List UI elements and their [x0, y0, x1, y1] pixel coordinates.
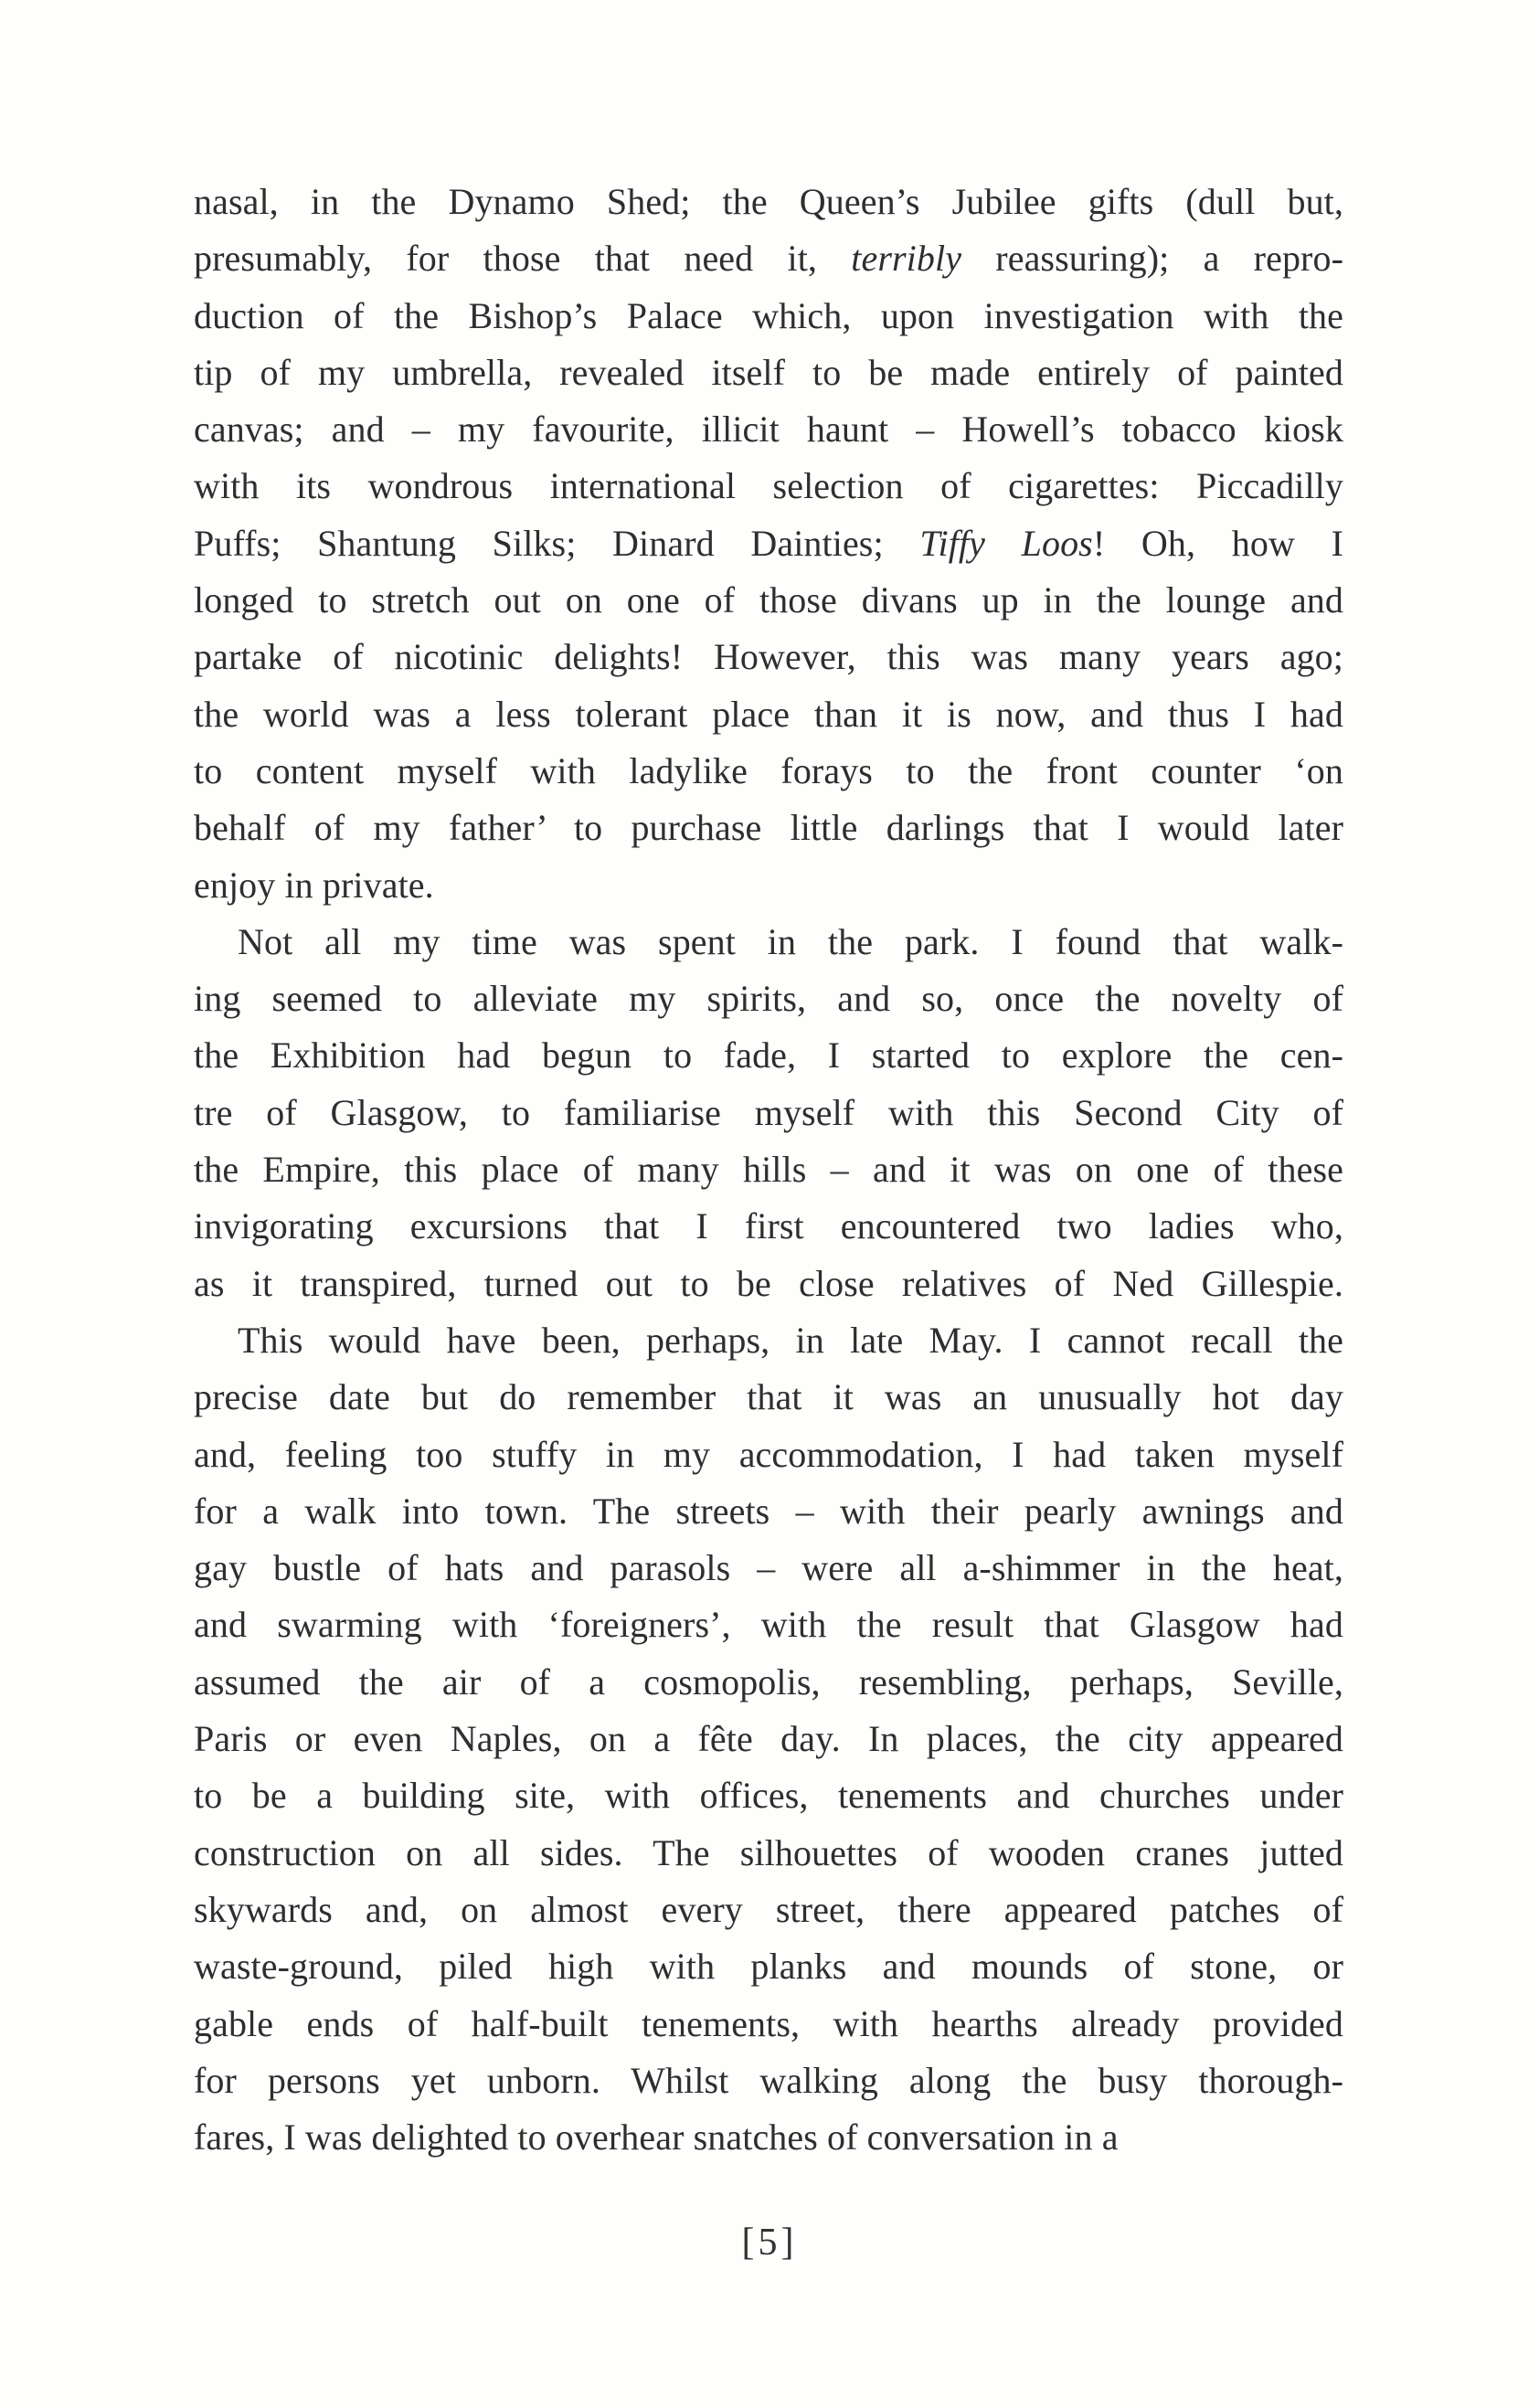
text-line: ing seemed to alleviate my spirits, and so, once the novelty of [194, 978, 1343, 1020]
text-line: behalf of my father’ to purchase little darlings that I would later [194, 807, 1343, 849]
text-line: fares, I was delighted to overhear snatches of conversation in a [194, 2116, 1119, 2159]
text-line: presumably, for those that need it, terribly reassuring); a repro- [194, 238, 1343, 280]
text-line: longed to stretch out on one of those divans up in the lounge and [194, 579, 1343, 621]
text-line: to content myself with ladylike forays to the front counter ‘on [194, 749, 1343, 791]
page-number: [5] [741, 2222, 798, 2264]
text-line: and swarming with ‘foreigners’, with the result that Glasgow had [194, 1604, 1343, 1646]
body-text [194, 174, 1343, 2166]
text-line: the Empire, this place of many hills – and it was on one of these [194, 1149, 1343, 1191]
text-line: tip of my umbrella, revealed itself to be made entirely of painted [194, 351, 1343, 393]
text-line: for persons yet unborn. Whilst walking along the busy thorough- [194, 2059, 1343, 2101]
text-line: partake of nicotinic delights! However, this was many years ago; [194, 636, 1343, 678]
text-line: waste-ground, piled high with planks and mounds of stone, or [194, 1946, 1343, 1988]
text-line: skywards and, on almost every street, there appeared patches of [194, 1888, 1343, 1930]
text-line: invigorating excursions that I first encountered two ladies who, [194, 1205, 1343, 1247]
text-line: and, feeling too stuffy in my accommodation, I had taken myself [194, 1433, 1343, 1475]
text-line: precise date but do remember that it was an unusually hot day [194, 1376, 1343, 1418]
text-line: the world was a less tolerant place than it is now, and thus I had [194, 693, 1343, 735]
text-line: gable ends of half-built tenements, with hearths already provided [194, 2002, 1343, 2044]
text-line: to be a building site, with offices, tenements and churches under [194, 1775, 1343, 1817]
text-line: gay bustle of hats and parasols – were all a-shimmer in the heat, [194, 1547, 1343, 1589]
text-line: enjoy in private. [194, 864, 434, 906]
text-line: nasal, in the Dynamo Shed; the Queen’s Jubilee gifts (dull but, [194, 181, 1343, 222]
text-line: for a walk into town. The streets – with their pearly awnings and [194, 1490, 1343, 1532]
text-line: the Exhibition had begun to fade, I started to explore the cen- [194, 1034, 1343, 1077]
text-line: tre of Glasgow, to familiarise myself with this Second City of [194, 1091, 1343, 1133]
text-line: Not all my time was spent in the park. I found that walk- [238, 920, 1343, 962]
text-line: as it transpired, turned out to be close relatives of Ned Gillespie. [194, 1262, 1343, 1304]
text-line: with its wondrous international selection of cigarettes: Piccadilly [194, 465, 1343, 507]
text-line: canvas; and – my favourite, illicit haunt – Howell’s tobacco kiosk [194, 408, 1343, 451]
text-line: construction on all sides. The silhouettes of wooden cranes jutted [194, 1831, 1343, 1873]
text-line: assumed the air of a cosmopolis, resembling, perhaps, Seville, [194, 1660, 1343, 1703]
text-line: This would have been, perhaps, in late May. I cannot recall the [238, 1319, 1343, 1361]
text-line: Paris or even Naples, on a fête day. In places, the city appeared [194, 1718, 1343, 1760]
text-line: duction of the Bishop’s Palace which, upon investigation with the [194, 294, 1343, 336]
text-line: Puffs; Shantung Silks; Dinard Dainties; Tiffy Loos! Oh, how I [194, 522, 1343, 564]
